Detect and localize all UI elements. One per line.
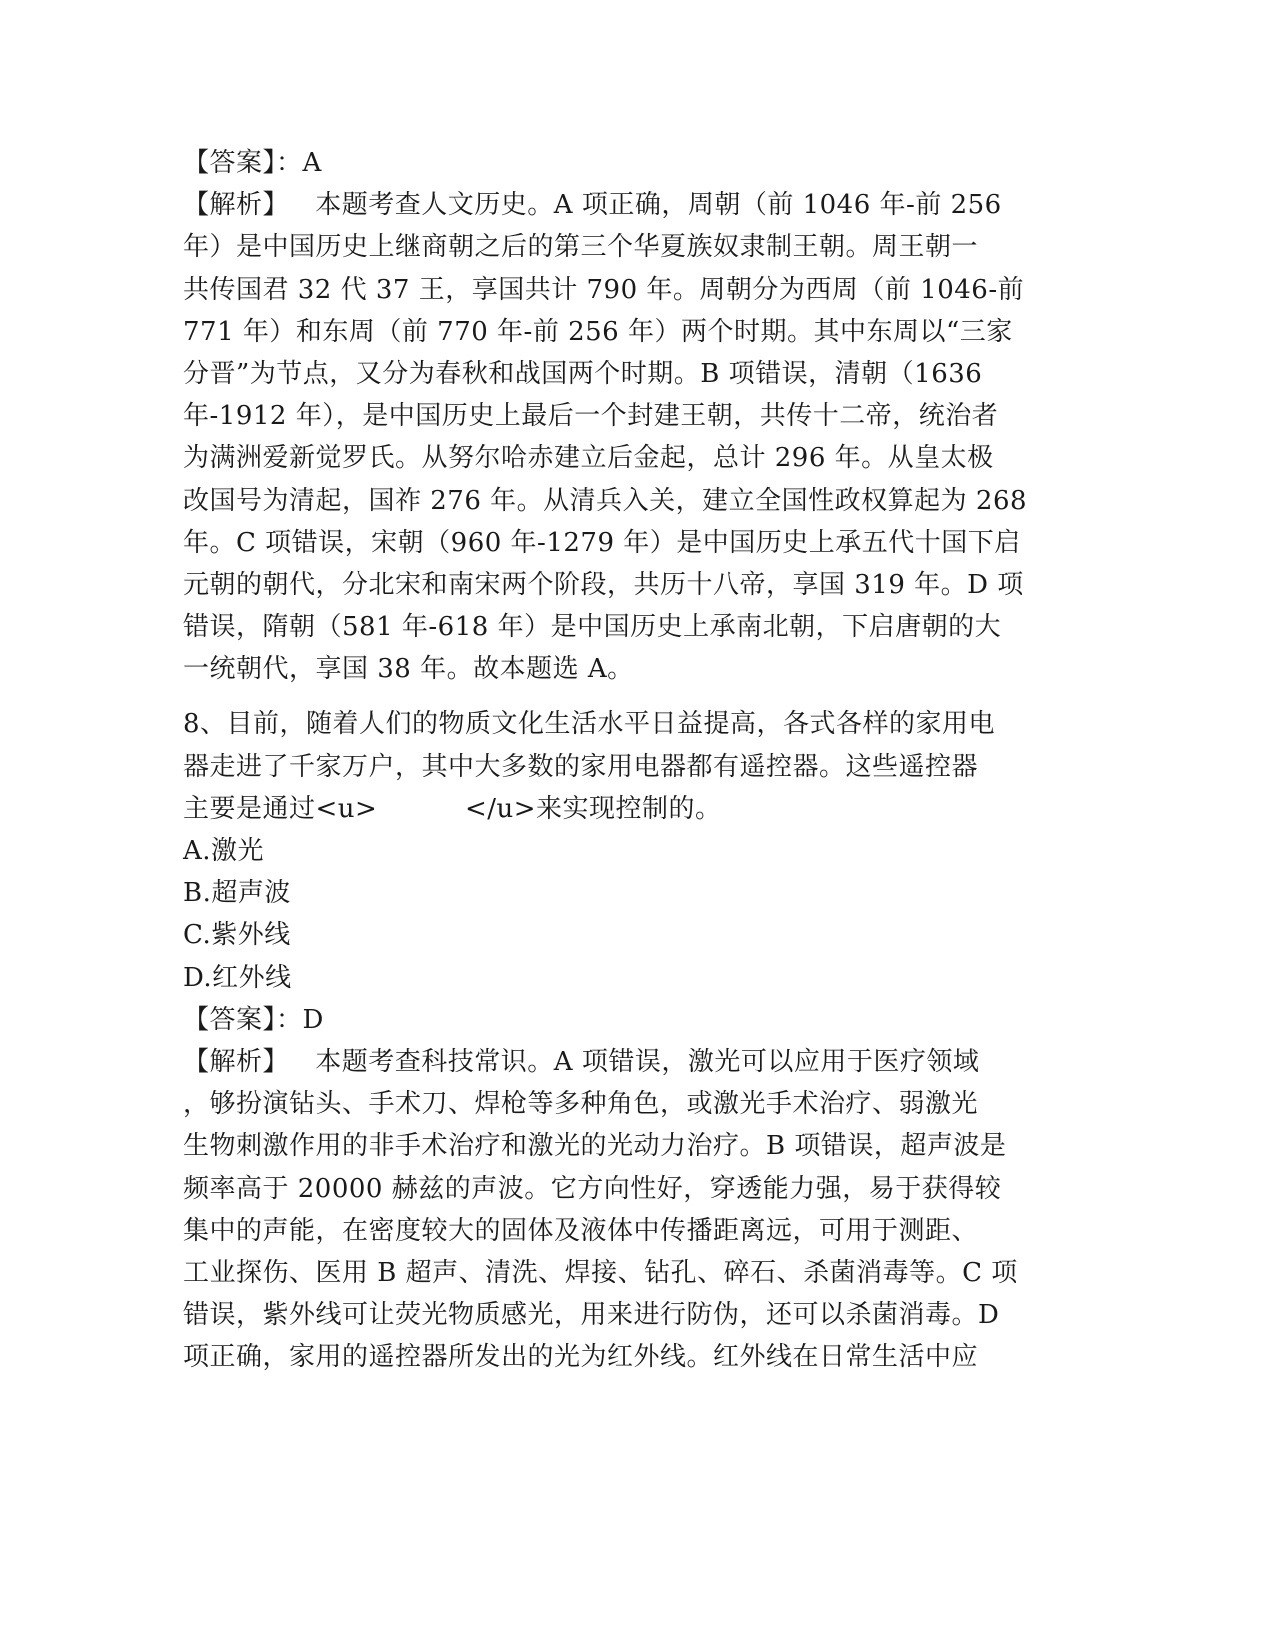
- analysis-line: 【解析】 本题考查人文历史。A 项正确，周朝（前 1046 年-前 256: [183, 190, 1002, 221]
- analysis-line: 分晋”为节点，又分为春秋和战国两个时期。B 项错误，清朝（1636: [183, 358, 983, 389]
- document-page: [183, 142, 1083, 1378]
- analysis-line: 年-1912 年），是中国历史上最后一个封建王朝，共传十二帝，统治者: [183, 401, 999, 432]
- question-stem-line: 8、目前，随着人们的物质文化生活水平日益提高，各式各样的家用电: [183, 709, 996, 740]
- option-d: D.红外线: [183, 962, 292, 993]
- analysis-line: ，够扮演钻头、手术刀、焊枪等多种角色，或激光手术治疗、弱激光: [183, 1089, 979, 1120]
- analysis-line: 771 年）和东周（前 770 年-前 256 年）两个时期。其中东周以“三家: [183, 316, 1013, 347]
- question-stem-line: 器走进了千家万户，其中大多数的家用电器都有遥控器。这些遥控器: [183, 751, 979, 782]
- analysis-line: 错误，紫外线可让荧光物质感光，用来进行防伪，还可以杀菌消毒。D: [183, 1300, 1000, 1331]
- analysis-line: 改国号为清起，国祚 276 年。从清兵入关，建立全国性政权算起为 268: [183, 485, 1028, 516]
- analysis-line: 错误，隋朝（581 年-618 年）是中国历史上承南北朝，下启唐朝的大: [183, 612, 1002, 643]
- analysis-line: 集中的声能，在密度较大的固体及液体中传播距离远，可用于测距、: [183, 1215, 979, 1246]
- analysis-line: 【解析】 本题考查科技常识。A 项错误，激光可以应用于医疗领域: [183, 1046, 980, 1077]
- analysis-line: 生物刺激作用的非手术治疗和激光的光动力治疗。B 项错误，超声波是: [183, 1131, 1007, 1162]
- analysis-line: 频率高于 20000 赫兹的声波。它方向性好，穿透能力强，易于获得较: [183, 1173, 1002, 1204]
- analysis-paragraph: [183, 1041, 1083, 1379]
- question-stem-line: 主要是通过<u> </u>来实现控制的。: [183, 793, 722, 824]
- analysis-line: 工业探伤、医用 B 超声、清洗、焊接、钻孔、碎石、杀菌消毒等。C 项: [183, 1257, 1018, 1288]
- option-b: B.超声波: [183, 878, 291, 909]
- analysis-line: 元朝的朝代，分北宋和南宋两个阶段，共历十八帝，享国 319 年。D 项: [183, 569, 1024, 600]
- analysis-line: 共传国君 32 代 37 王，享国共计 790 年。周朝分为西周（前 1046-前: [183, 274, 1025, 305]
- option-a: A.激光: [183, 836, 265, 866]
- analysis-line: 年）是中国历史上继商朝之后的第三个华夏族奴隶制王朝。周王朝一: [183, 232, 979, 263]
- analysis-line: 为满洲爱新觉罗氏。从努尔哈赤建立后金起，总计 296 年。从皇太极: [183, 443, 994, 474]
- analysis-line: 一统朝代，享国 38 年。故本题选 A。: [183, 654, 634, 685]
- answer-line: 【答案】：A: [183, 148, 322, 178]
- analysis-line: 年。C 项错误，宋朝（960 年-1279 年）是中国历史上承五代十国下启: [183, 527, 1021, 558]
- question-8: [183, 703, 1083, 1378]
- answer-line: 【答案】：D: [183, 1004, 324, 1035]
- analysis-line: 项正确，家用的遥控器所发出的光为红外线。红外线在日常生活中应: [183, 1342, 979, 1373]
- option-c: C.紫外线: [183, 920, 291, 951]
- analysis-paragraph: [183, 184, 1083, 690]
